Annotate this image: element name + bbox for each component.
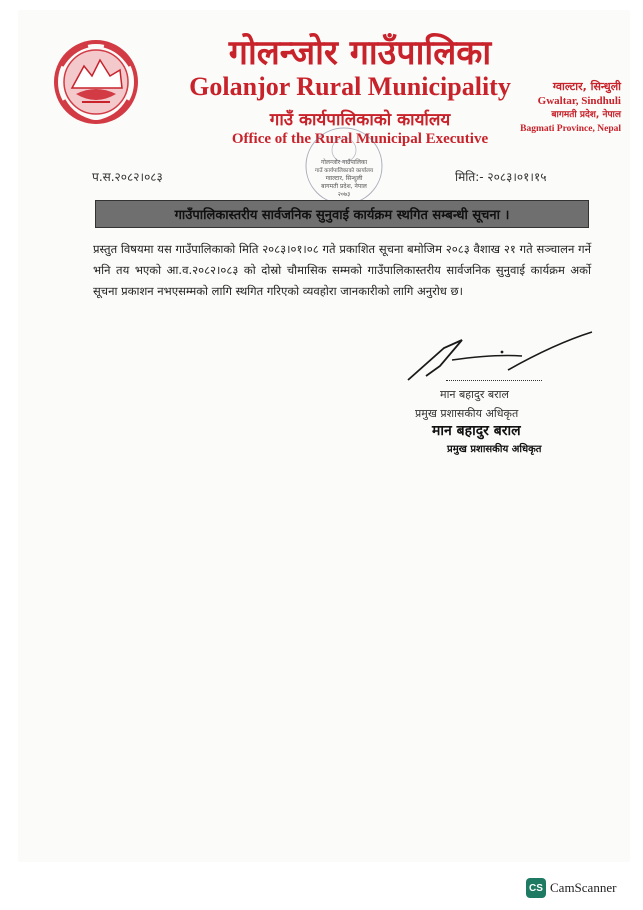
notice-heading: गाउँपालिकास्तरीय सार्वजनिक सुनुवाई कार्यक्रम स्थगित सम्बन्धी सूचना । <box>174 208 510 223</box>
signatory-name: मान बहादुर बराल <box>440 388 509 401</box>
signatory-title: प्रमुख प्रशासकीय अधिकृत <box>415 407 519 420</box>
office-name-english: Office of the Rural Municipal Executive <box>231 131 489 147</box>
signature-line <box>446 380 542 381</box>
municipality-title-english: Golanjor Rural Municipality <box>189 72 511 101</box>
municipality-title-nepali: गोलन्जोर गाउँपालिका <box>228 33 492 73</box>
office-name-nepali: गाउँ कार्यपालिकाको कार्यालय <box>269 110 451 130</box>
notice-body: प्रस्तुत विषयमा यस गाउँपालिकाको मिति २०८३।०१।०८ गते प्रकाशित सूचना बमोजिम २०८३ वैशाख २१ गते सञ्चालन गर्ने भनि तय भएको आ.व.२०८२।०८३ को दोस्रो चौमासिक सम्मको गाउँपालिकास्तरीय सार्वजनिक सुनुवाई कार्यक्रम अर्को सूचना प्रकाशन नभएसम्मको लागि स्थगित गरिएको व्यवहोरा जानकारीको लागि अनुरोध छ। <box>93 242 591 298</box>
stamp-line: गाउँ कार्यपालिकाको कार्यालय <box>314 168 374 174</box>
province-line-english: Bagmati Province, Nepal <box>520 124 621 134</box>
reference-number: प.स.२०८२।०८३ <box>92 170 163 184</box>
stamp-line: बागमती प्रदेश, नेपाल <box>321 183 367 190</box>
signatory-name-stamp: मान बहादुर बराल <box>432 423 521 439</box>
handwritten-signature <box>404 326 594 384</box>
stamp-line: ग्वाल्टार, सिन्धुली <box>325 175 363 182</box>
province-line-nepali: बागमती प्रदेश, नेपाल <box>551 110 621 120</box>
address-line-nepali: ग्वाल्टार, सिन्धुली <box>552 80 621 93</box>
office-address <box>520 80 621 136</box>
office-stamp <box>302 124 386 208</box>
camscanner-logo-icon: CS <box>526 878 546 898</box>
notice-heading-banner <box>95 200 589 228</box>
nepal-emblem-icon <box>52 36 140 128</box>
stamp-line: २०७३ <box>337 191 351 198</box>
address-line-english: Gwaltar, Sindhuli <box>537 95 621 107</box>
camscanner-watermark <box>526 878 616 898</box>
camscanner-label: CamScanner <box>550 880 617 895</box>
stamp-line: गोलन्जोर गाउँपालिका <box>320 159 368 166</box>
letter-date: मिति:- २०८३।०१।१५ <box>455 170 547 184</box>
signatory-title-stamp: प्रमुख प्रशासकीय अधिकृत <box>447 444 542 455</box>
